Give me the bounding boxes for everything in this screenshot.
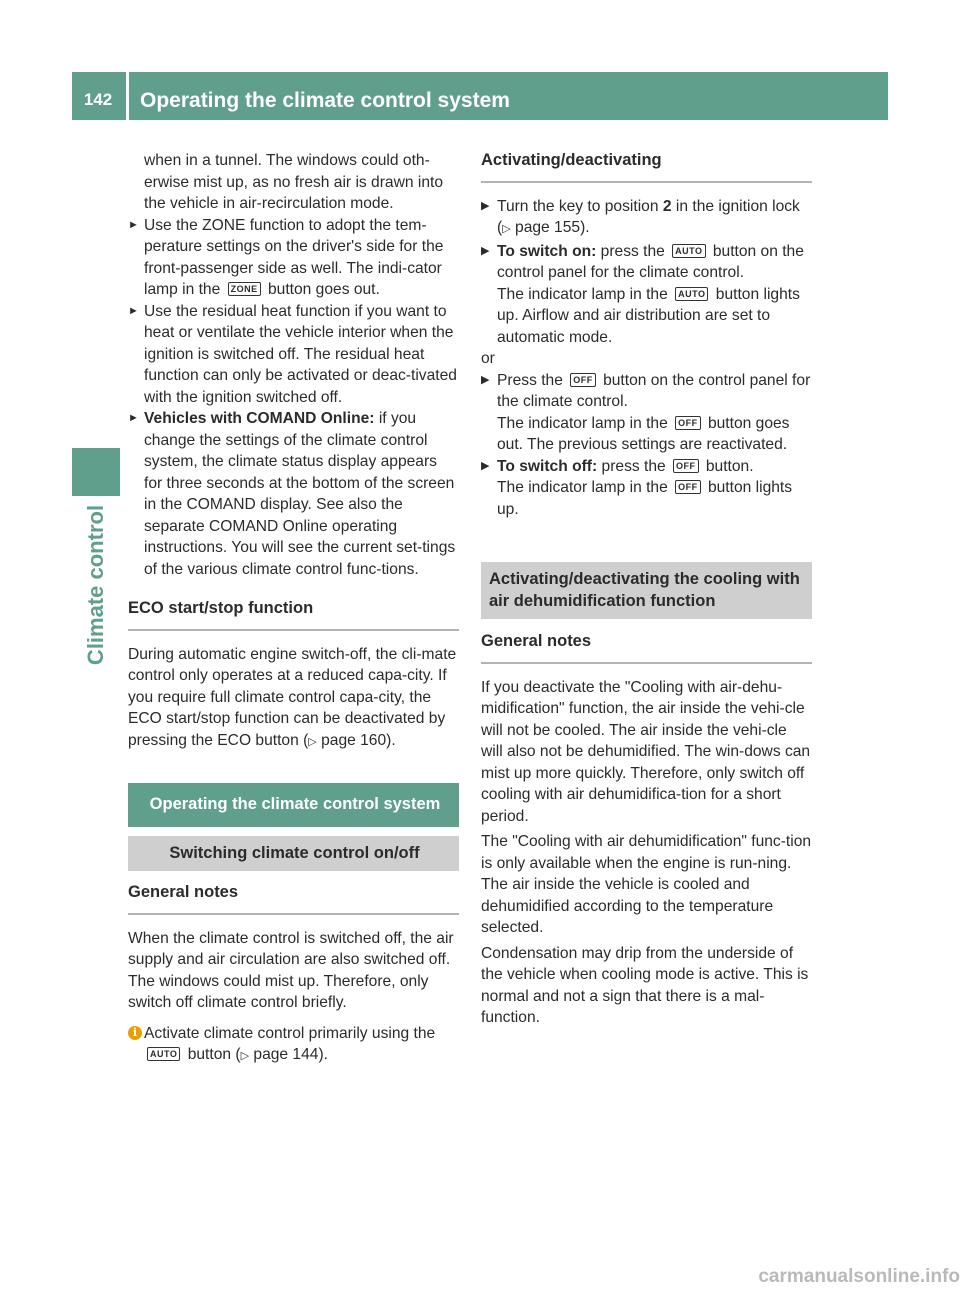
chapter-tab-block (72, 448, 120, 496)
general-notes-heading: General notes (128, 883, 239, 901)
paragraph: If you deactivate the "Cooling with air-dehu-midification" function, the air inside the vehi-cle will not be cooled. The air inside the vehi-cle will also not be dehumidified. The win-dows can mist up more quickly. Therefore, only switch off cooling with air dehumidifica-tion for a short period. (481, 678, 811, 825)
heading-rule (481, 181, 812, 183)
auto-button-icon: AUTO (147, 1047, 180, 1061)
subsection-band: Activating/deactivating the cooling with air dehumidification function (481, 562, 812, 619)
paragraph: The "Cooling with air dehumidification" func-tion is only available when the engine is run-ning. The air inside the vehicle is cooled and dehumidified according to the temperature selected. (481, 833, 812, 936)
eco-heading: ECO start/stop function (128, 599, 314, 617)
info-note: i Activate climate control primarily using the AUTO button (▷ page 144). (128, 1023, 459, 1068)
auto-button-icon: AUTO (675, 287, 708, 301)
zone-button-icon: ZONE (228, 282, 261, 296)
page-ref-link[interactable]: page 155 (515, 219, 581, 236)
paragraph: Condensation may drip from the underside of the vehicle when cooling mode is active. This is normal and not a sign that there is a mal-function. (481, 944, 809, 1026)
step-arrow-icon: ▶ (481, 244, 490, 257)
heading-rule (128, 913, 459, 915)
off-button-icon: OFF (673, 459, 699, 473)
page-ref-link[interactable]: page 160 (321, 731, 387, 749)
list-item: ► Use the ZONE function to adopt the tem-perature settings on the driver's side for the front-passenger side as well. The indi-cator lamp in the ZONE button goes out. (128, 216, 444, 298)
chapter-label-text: Climate control (83, 504, 108, 666)
left-column (128, 150, 459, 1068)
off-button-icon: OFF (675, 416, 701, 430)
heading-rule (128, 629, 459, 631)
general-notes-heading: General notes (481, 632, 592, 650)
step-item: ▶ To switch off: press the OFF button. The indicator lamp in the OFF button lights up. (481, 457, 793, 518)
heading-rule (481, 662, 812, 664)
auto-button-icon: AUTO (672, 244, 705, 258)
step-item: ▶ Press the OFF button on the control panel for the climate control. The indicator lamp in the OFF button goes out. The previous settings are reactivated. (481, 371, 811, 453)
list-item: ► Use the residual heat function if you want to heat or ventilate the vehicle interior when the ignition is switched off. The residual heat function can only be activated or deac-tivated with the ignition switched off. (128, 302, 457, 406)
page-ref-icon: ▷ (240, 1050, 250, 1062)
step-arrow-icon: ▶ (481, 373, 490, 386)
page-number: 142 (83, 90, 113, 109)
or-label: or (481, 350, 495, 367)
step-arrow-icon: ▶ (481, 459, 490, 472)
bullet-icon: ► (128, 412, 139, 424)
section-band: Operating the climate control system (128, 783, 459, 827)
subsection-band: Switching climate control on/off (128, 836, 459, 872)
info-icon: i (128, 1026, 142, 1040)
watermark: carmanualsonline.info (758, 1266, 960, 1287)
eco-text: During automatic engine switch-off, the cli-mate control only operates at a reduced capa-city. If you require full climate control capa-city, the ECO start/stop function can be deactivated by pressing the ECO button (▷ page 160). (128, 645, 457, 749)
chapter-label (72, 504, 120, 666)
bullet-icon: ► (128, 304, 139, 317)
page-ref-icon: ▷ (308, 735, 317, 748)
general-notes-text: When the climate control is switched off, the air supply and air circulation are also switched off. The windows could mist up. Therefore, only switch off climate control briefly. (128, 929, 454, 1011)
activating-heading: Activating/deactivating (481, 151, 662, 169)
step-arrow-icon: ▶ (481, 199, 490, 212)
page-title: Operating the climate control system (140, 89, 510, 112)
off-button-icon: OFF (570, 373, 596, 387)
continued-text: when in a tunnel. The windows could oth-erwise mist up, as no fresh air is drawn into the vehicle in air-recirculation mode. (144, 152, 443, 212)
page-ref-icon: ▷ (502, 223, 511, 235)
list-item: ► Vehicles with COMAND Online: if you change the settings of the climate control system, the climate status display appears for three seconds at the bottom of the screen in the COMAND display. See also the separate COMAND Online operating instructions. You will see the current set-tings of the various climate control func-tions. (128, 410, 456, 578)
off-button-icon: OFF (675, 480, 701, 494)
header-divider (126, 72, 129, 120)
page-ref-link[interactable]: page 144 (253, 1046, 319, 1063)
step-item: ▶ To switch on: press the AUTO button on the control panel for the climate control. The indicator lamp in the AUTO button lights up. Airflow and air distribution are set to automatic mode. (481, 242, 804, 346)
step-item: ▶ Turn the key to position 2 in the ignition lock (▷ page 155). (481, 197, 800, 236)
bullet-icon: ► (128, 218, 139, 231)
right-column (481, 150, 812, 1029)
